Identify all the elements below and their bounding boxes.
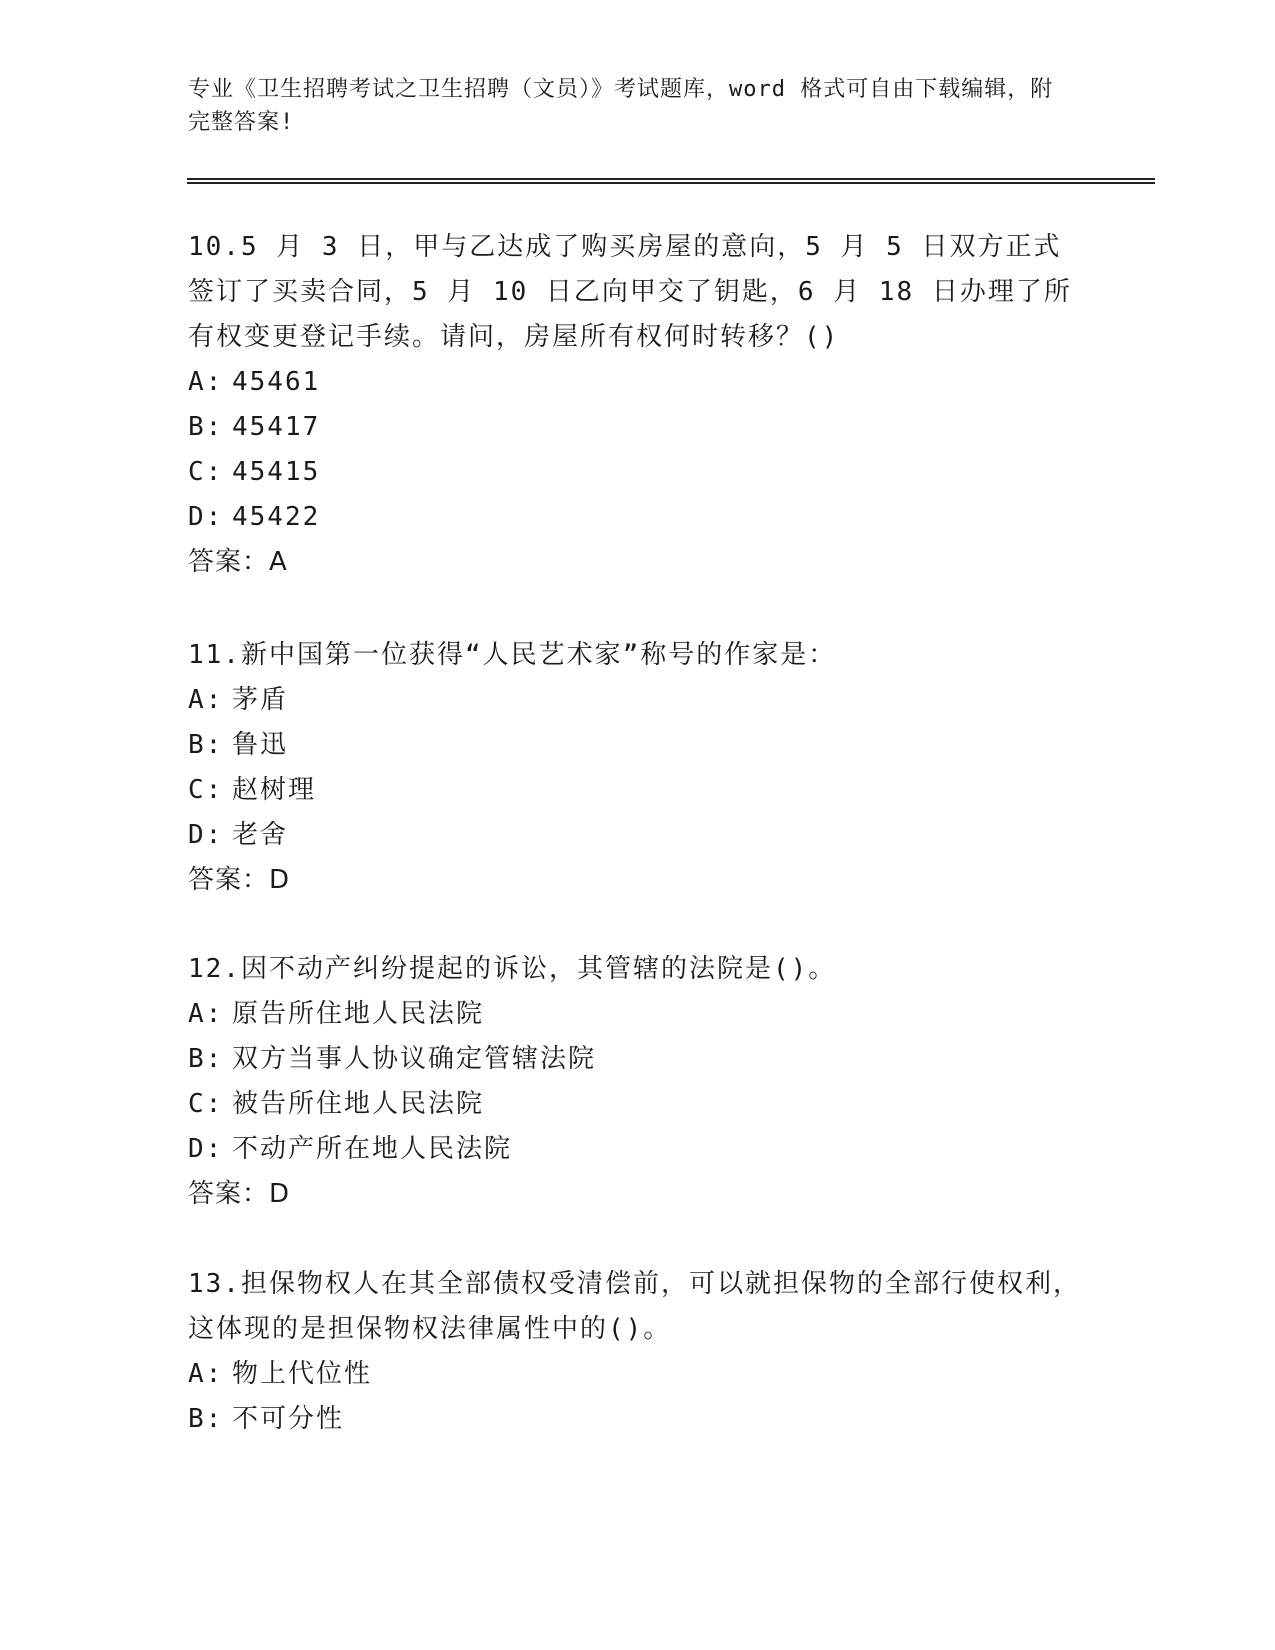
question-10	[188, 225, 1088, 585]
option-a: A: 物上代位性	[188, 1359, 373, 1389]
question-12	[188, 947, 1088, 1217]
document-header: 专业《卫生招聘考试之卫生招聘（文员）》考试题库，word 格式可自由下载编辑，附完整答案!	[188, 77, 1054, 135]
option-a: A: 45461	[188, 367, 321, 397]
header-divider	[187, 178, 1155, 184]
answer-label: 答案：D	[188, 1179, 291, 1209]
option-a: A: 原告所住地人民法院	[188, 999, 485, 1029]
option-c: C: 被告所住地人民法院	[188, 1089, 485, 1119]
option-d: D: 45422	[188, 502, 321, 532]
question-stem: 12.因不动产纠纷提起的诉讼，其管辖的法院是()。	[188, 954, 837, 984]
option-b: B: 45417	[188, 412, 321, 442]
option-d: D: 老舍	[188, 820, 289, 850]
question-stem: 13.担保物权人在其全部债权受清偿前，可以就担保物的全部行使权利，这体现的是担保物权法律属性中的()。	[188, 1269, 1081, 1344]
question-11	[188, 633, 1088, 903]
option-c: C: 赵树理	[188, 775, 317, 805]
option-b: B: 双方当事人协议确定管辖法院	[188, 1044, 597, 1074]
question-stem: 11.新中国第一位获得“人民艺术家”称号的作家是：	[188, 640, 837, 670]
option-a: A: 茅盾	[188, 685, 289, 715]
option-d: D: 不动产所在地人民法院	[188, 1134, 513, 1164]
question-stem: 10.5 月 3 日，甲与乙达成了购买房屋的意向，5 月 5 日双方正式签订了买卖合同，5 月 10 日乙向甲交了钥匙，6 月 18 日办理了所有权变更登记手续。请问，房屋所有权何时转移？()	[188, 232, 1072, 352]
answer-label: 答案：D	[188, 865, 291, 895]
option-b: B: 不可分性	[188, 1404, 345, 1434]
question-13	[188, 1262, 1088, 1442]
option-c: C: 45415	[188, 457, 321, 487]
answer-label: 答案：A	[188, 547, 288, 577]
option-b: B: 鲁迅	[188, 730, 289, 760]
